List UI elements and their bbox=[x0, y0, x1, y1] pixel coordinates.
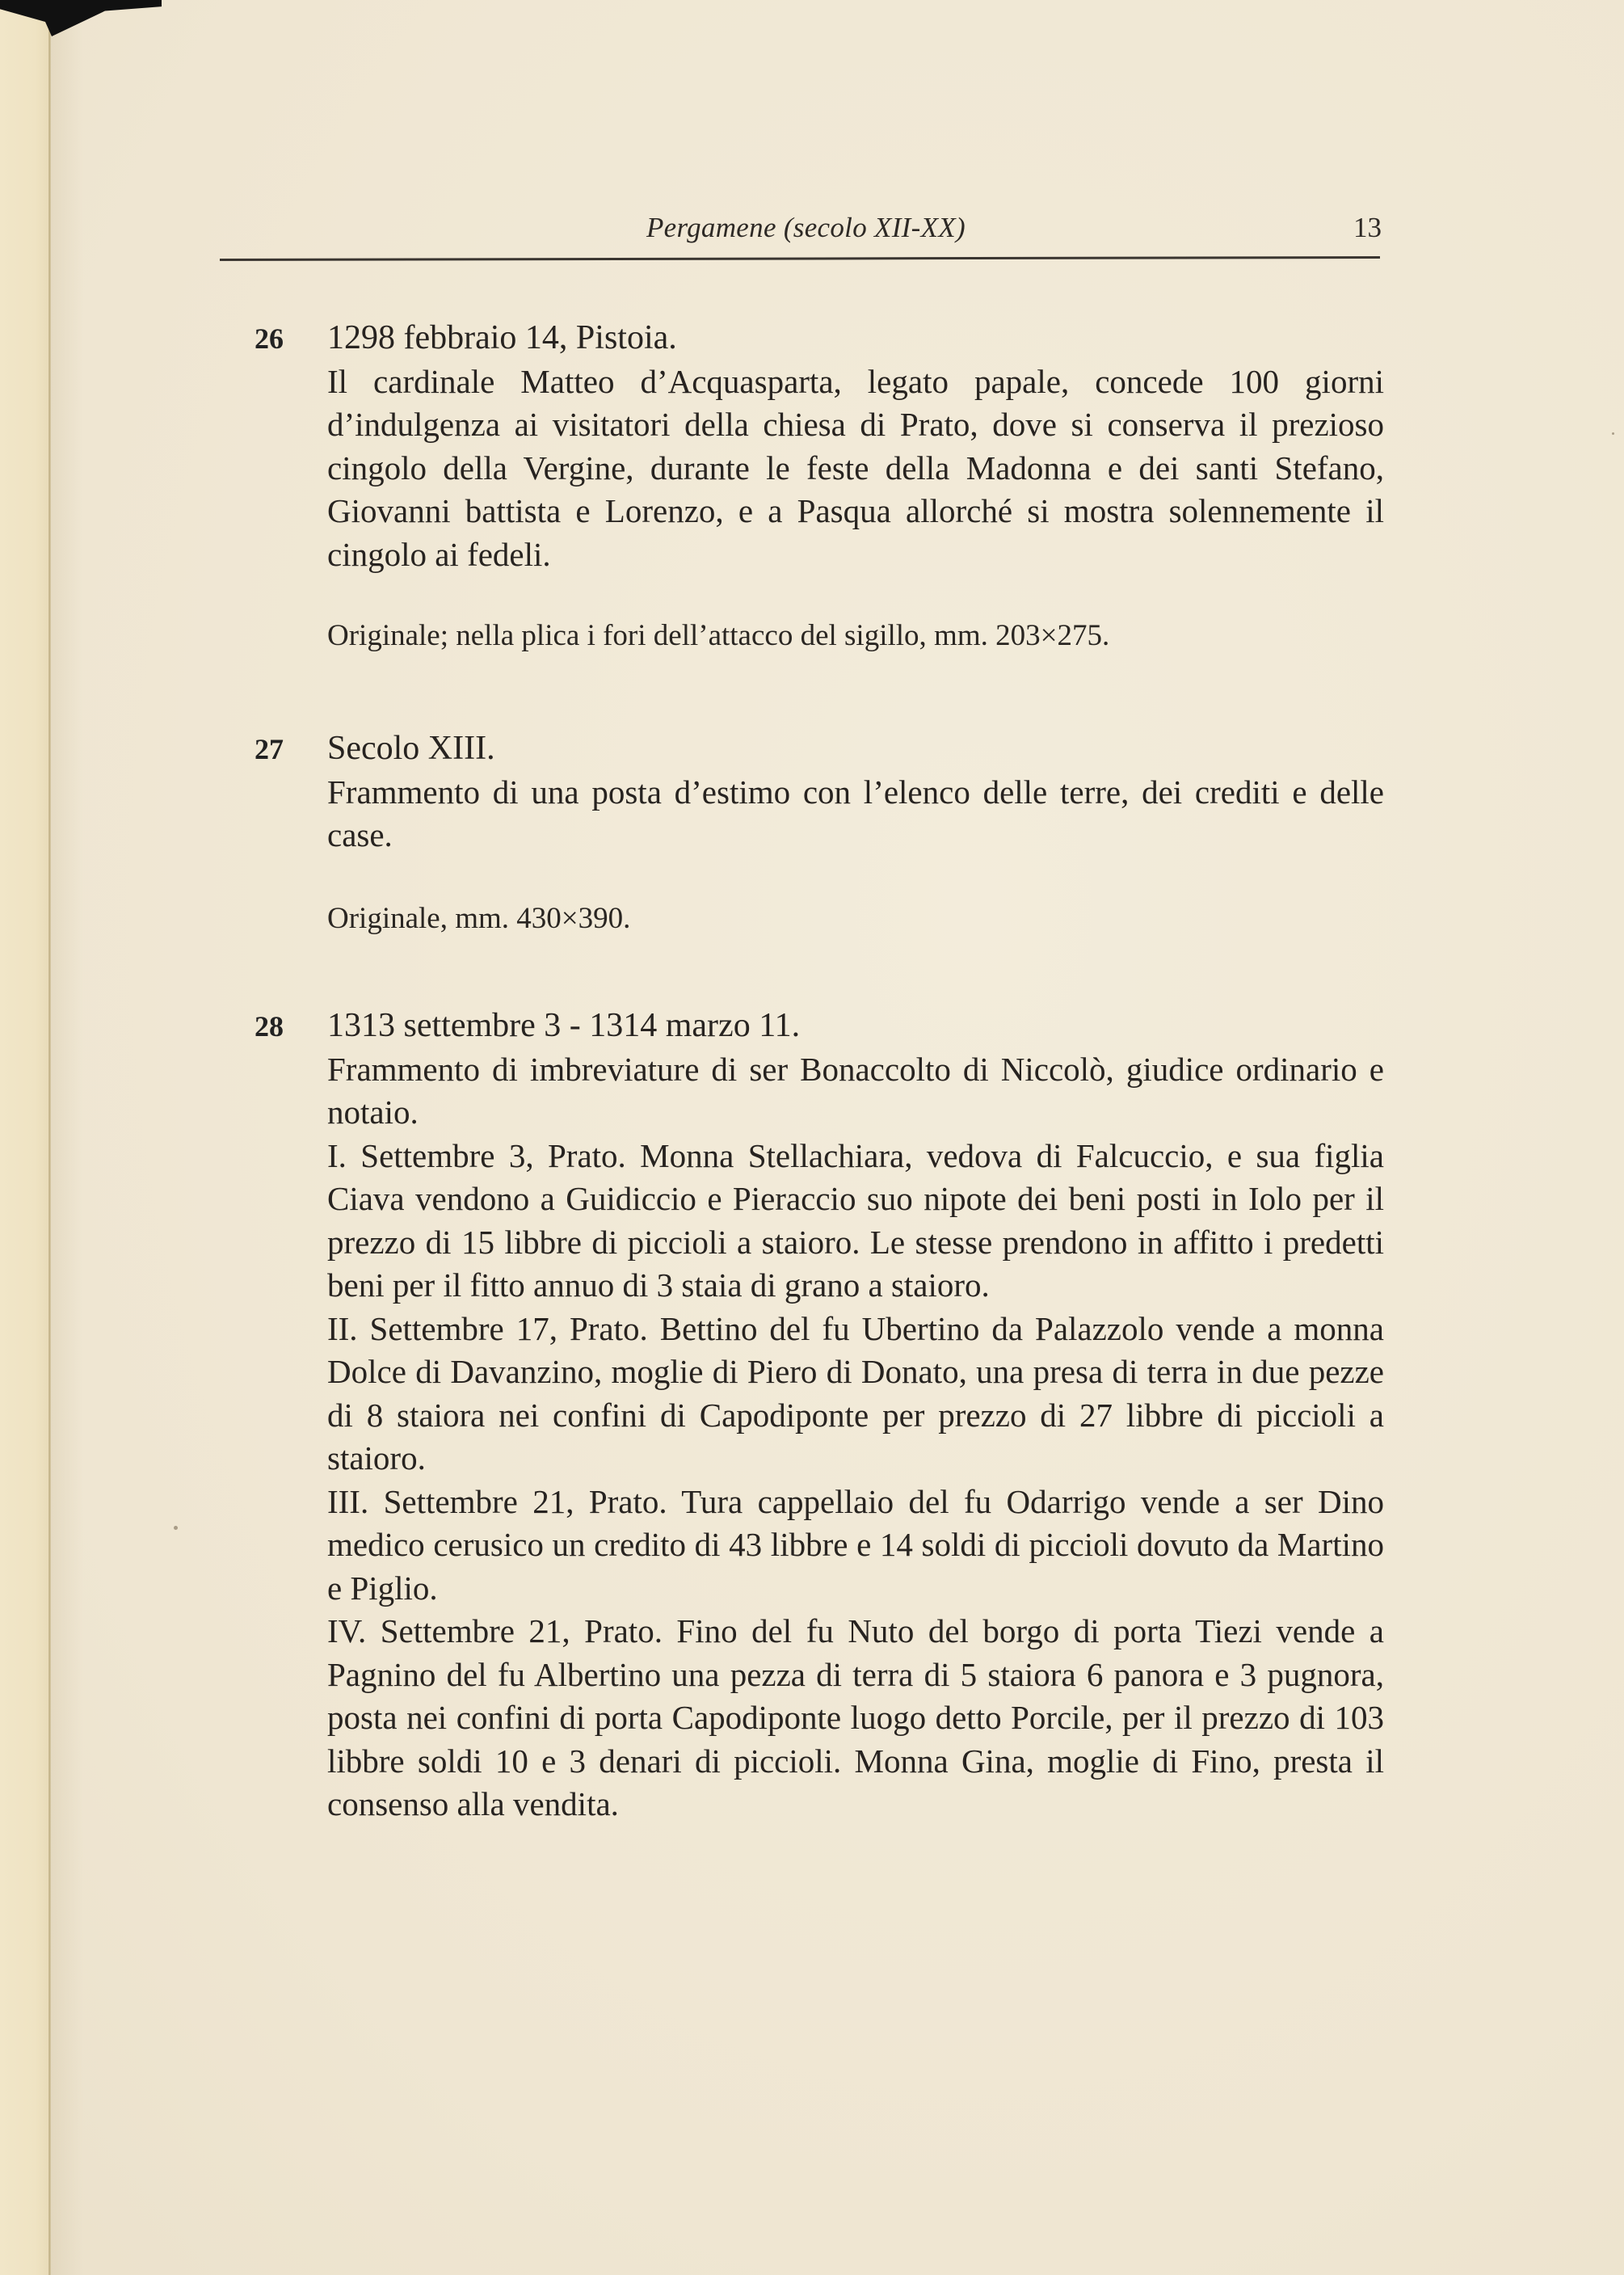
entry-date: 1298 febbraio 14, Pistoia. bbox=[327, 319, 677, 356]
entry-paragraph: Frammento di una posta d’estimo con l’elenco delle terre, dei crediti e delle case. bbox=[327, 773, 1384, 853]
entry-number: 26 bbox=[255, 322, 284, 355]
entry-paragraph: I. Settembre 3, Prato. Monna Stellachiara, vedova di Falcuccio, e sua figlia Ciava vendono a Guidiccio e Pieraccio suo nipote dei beni posti in Iolo per il prezzo di 15 libbre di piccioli a staioro. Le stesse prendono in affitto i predetti beni per il fitto annuo di 3 staia di grano a staioro. bbox=[327, 1136, 1384, 1304]
entry-note: Originale, mm. 430×390. bbox=[327, 902, 631, 935]
entry-date: Secolo XIII. bbox=[327, 730, 495, 767]
running-title: Pergamene (secolo XII-XX) bbox=[646, 212, 966, 243]
entry-paragraph: IV. Settembre 21, Prato. Fino del fu Nuto del borgo di porta Tiezi vende a Pagnino del fu Albertino una pezza di terra di 5 staiora 6 panora e 3 pugnora, posta nei confini di porta Capodiponte luogo detto Porcile, per il prezzo di 103 libbre soldi 10 e 3 denari di piccioli. Monna Gina, moglie di Fino, presta il consenso alla vendita. bbox=[327, 1612, 1384, 1822]
gutter-shadow bbox=[51, 0, 83, 2275]
entry-paragraph: Frammento di imbreviature di ser Bonaccolto di Niccolò, giudice ordinario e notaio. bbox=[327, 1050, 1384, 1131]
entry-body bbox=[327, 727, 1384, 857]
entry-number: 28 bbox=[255, 1010, 284, 1043]
page-number: 13 bbox=[1353, 212, 1382, 243]
entry-paragraph: Il cardinale Matteo d’Acquasparta, legato papale, concede 100 giorni d’indulgenza ai visitatori della chiesa di Prato, dove si conserva il prezioso cingolo della Vergine, durante le feste della Madonna e dei santi Stefano, Giovanni battista e Lorenzo, e a Pasqua allorché si mostra solennemente il cingolo ai fedeli. bbox=[327, 362, 1384, 573]
paper-speck bbox=[174, 1526, 178, 1530]
entry-date: 1313 settembre 3 - 1314 marzo 11. bbox=[327, 1007, 801, 1044]
running-header bbox=[220, 212, 1382, 260]
facing-page-edge bbox=[0, 0, 50, 2275]
paper-speck bbox=[1612, 432, 1614, 435]
entry-body bbox=[327, 1005, 1384, 1826]
entry-paragraph: II. Settembre 17, Prato. Bettino del fu Ubertino da Palazzolo vende a monna Dolce di Davanzino, moglie di Piero di Donato, una presa di terra in due pezze di 8 staiora nei confini di Capodiponte per prezzo di 27 libbre di piccioli a staioro. bbox=[327, 1309, 1384, 1477]
entry-paragraph: III. Settembre 21, Prato. Tura cappellaio del fu Odarrigo vende a ser Dino medico cerusico un credito di 43 libbre e 14 soldi di piccioli dovuto da Martino e Piglio. bbox=[327, 1482, 1384, 1607]
entry-body bbox=[327, 317, 1384, 576]
entry-number: 27 bbox=[255, 733, 284, 765]
entry-note: Originale; nella plica i fori dell’attacco del sigillo, mm. 203×275. bbox=[327, 619, 1110, 652]
